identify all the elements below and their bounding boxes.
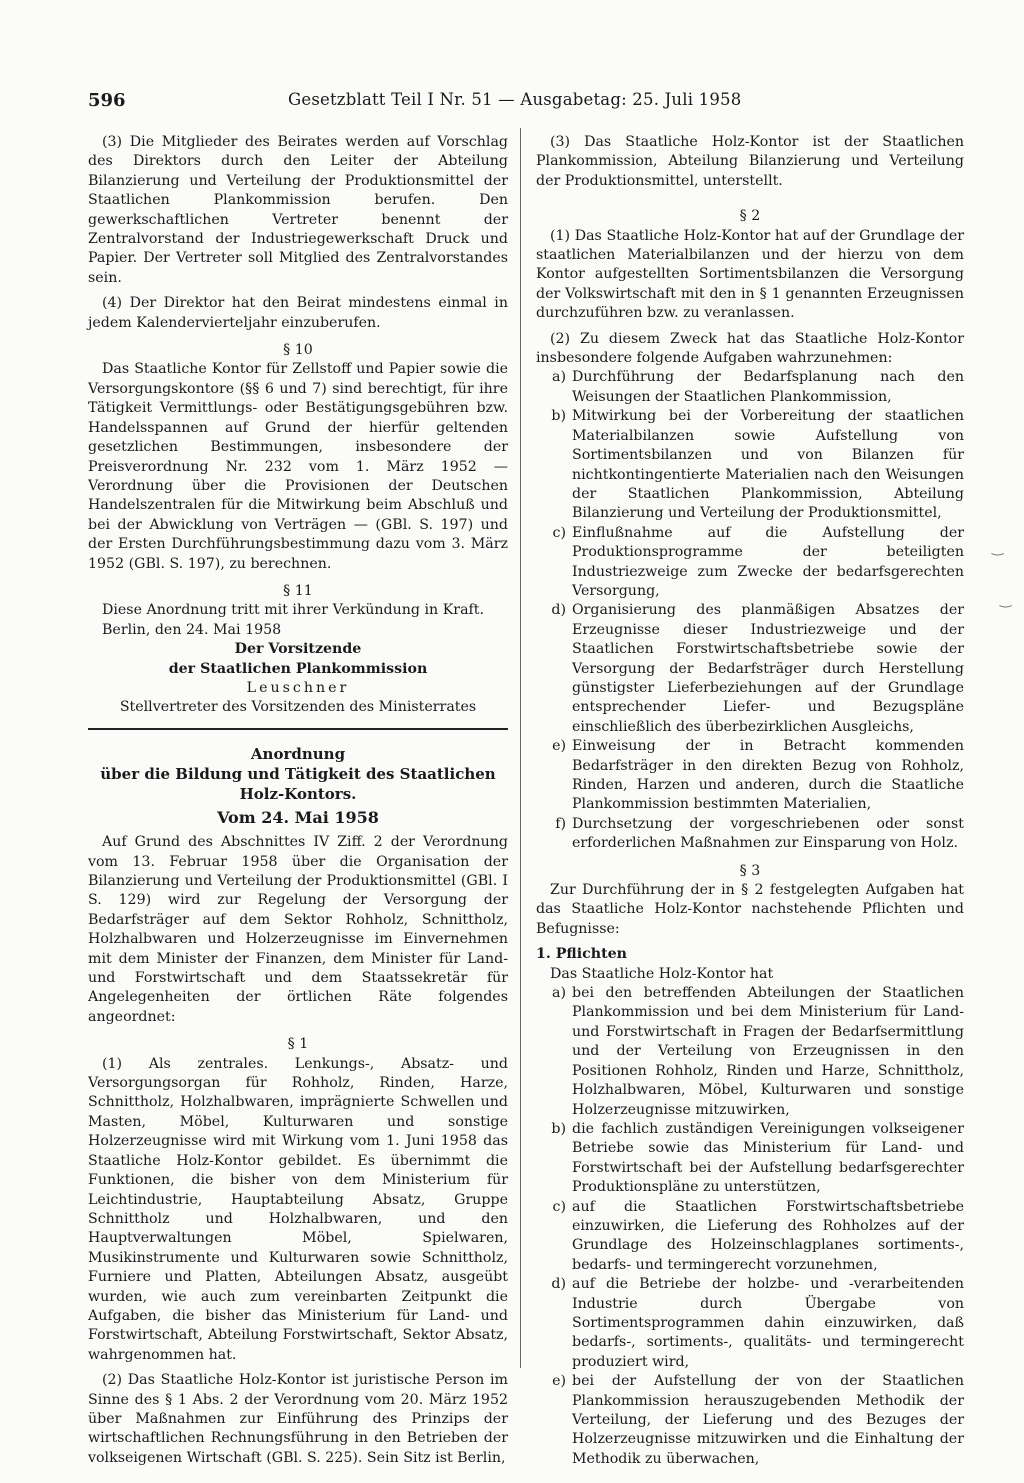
decree-title-line-1: Anordnung	[250, 744, 346, 763]
gazette-header-title: Gesetzblatt Teil I Nr. 51 — Ausgabetag: 25. Juli 1958	[288, 90, 742, 109]
section-3-heading: § 3	[739, 862, 761, 879]
paragraph-9-3: (3) Die Mitglieder des Beirates werden auf Vorschlag des Direktors durch den Leiter der Abteilung Bilanzierung und Verteilung der Produktionsmittel der Staatlichen Plankommission berufen. Den gewerkschaftlichen Vertreter benennt der Zentralvorstand der Industriegewerkschaft Druck und Papier. Der Vertreter soll Mitglied des Zentralvorstandes sein.	[88, 134, 508, 286]
page-header	[88, 90, 778, 114]
list-item: e) bei der Aufstellung der von der Staatlichen Plankommission herauszugebenden Methodik der Verteilung, der Lieferung und des Bezuges der Holzerzeugnisse mitzuwirken und die Einhaltung der Methodik zu überwachen,	[552, 1373, 964, 1467]
list-item: a) bei den betreffenden Abteilungen der Staatlichen Plankommission und bei dem Ministerium für Land- und Forstwirtschaft in Fragen der Bedarfsermittlung und der Verteilung von Erzeugnissen in den Positionen Rohholz, Rinden und Harze, Schnittholz, Holzhalbwaren, Möbel, Kulturwaren und sonstige Holzerzeugnisse mitzuwirken,	[552, 985, 964, 1118]
right-column	[536, 133, 964, 1469]
section-1-paragraph-2: (2) Das Staatliche Holz-Kontor ist juristische Person im Sinne des § 1 Abs. 2 der Verordnung vom 20. März 1952 über Maßnahmen zur Einführung des Prinzips der wirtschaftlichen Rechnungsführung in den Betrieben der volkseigenen Wirtschaft (GBl. S. 225). Sein Sitz ist Berlin,	[88, 1372, 508, 1466]
section-2-item-list	[536, 368, 964, 853]
list-item: e) Einweisung der in Betracht kommenden Bedarfsträger in den direkten Bezug von Rohholz, Rinden, Harzen und anderen, durch die Staatliche Plankommission bestimmten Materialien,	[552, 738, 964, 813]
list-item: b) Mitwirkung bei der Vorbereitung der staatlichen Materialbilanzen sowie Aufstellung von Sortimentsbilanzen und von Bilanzen für nichtkontingentierte Materialien nach den Weisungen der Staatlichen Plankommission, Abteilung Bilanzierung und Verteilung der Produktionsmittel,	[551, 408, 964, 522]
section-11-text: Diese Anordnung tritt mit ihrer Verkündung in Kraft.	[102, 602, 484, 619]
section-3-duties-intro: Das Staatliche Holz-Kontor hat	[550, 965, 774, 982]
list-item: b) die fachlich zuständigen Vereinigungen volkseigener Betriebe sowie das Ministerium für Land- und Forstwirtschaft bei der Aufstellung bedarfsgerechter Produktionspläne zu unterstützen,	[551, 1120, 964, 1196]
list-item: c) auf die Staatlichen Forstwirtschaftsbetriebe einzuwirken, die Lieferung des Rohholzes auf der Grundlage des Holzeinschlagplanes sortiments-, bedarfs- und termingerecht vorzunehmen,	[552, 1198, 964, 1273]
section-3-intro: Zur Durchführung der in § 2 festgelegten Aufgaben hat das Staatliche Holz-Kontor nachstehende Pflichten und Befugnisse:	[536, 882, 964, 937]
decree-title-line-3: Holz-Kontors.	[239, 784, 357, 803]
list-item: f) Durchsetzung der vorgeschriebenen oder sonst erforderlichen Maßnahmen zur Einsparung von Holz.	[555, 815, 964, 852]
list-item: d) Organisierung des planmäßigen Absatzes der Erzeugnisse dieser Industriezweige und der Staatlichen Forstwirtschaftsbetriebe sowie der Versorgung der Bedarfsträger durch Herstellung günstigster Lieferbeziehungen auf der Grundlage entsprechender Liefer- und Bezugspläne einschließlich des überbezirklichen Ausgleichs,	[551, 602, 964, 735]
section-1-paragraph-1: (1) Als zentrales. Lenkungs-, Absatz- und Versorgungsorgan für Rohholz, Rinden, Harze, Schnittholz, Holzhalbwaren, imprägnierte Schwellen und Masten, Möbel, Kulturwaren und sonstige Holzerzeugnisse wird mit Wirkung vom 1. Juni 1958 das Staatliche Holz-Kontor gebildet. Es übernimmt die Funktionen, die bisher von dem Ministerium für Leichtindustrie, Hauptabteilung Absatz, Gruppe Schnittholz und Holzhalbwaren, und den Hauptverwaltungen Möbel, Spielwaren, Musikinstrumente und Kulturwaren sowie Schnittholz, Furniere und Platten, Abteilungen Absatz, ausgeübt wurden, wie auch zum vereinbarten Zeitpunkt die Aufgaben, die bisher das Ministerium für Land- und Forstwirtschaft, Abteilung Forstwirtschaft, Sektor Absatz, wahrgenommen hat.	[88, 1055, 508, 1363]
section-11-heading: § 11	[283, 582, 313, 599]
signature-office-line-1: Der Vorsitzende	[234, 641, 362, 658]
margin-mark: ‿	[992, 540, 1004, 556]
signature-name: Leuschner	[246, 679, 350, 696]
margin-mark: ‿	[1000, 592, 1012, 608]
section-2-paragraph-1: (1) Das Staatliche Holz-Kontor hat auf der Grundlage der staatlichen Materialbilanzen und der hierzu von dem Kontor aufgestellten Sortimentsbilanzen die Versorgung der Volkswirtschaft mit den in § 1 genannten Erzeugnissen durchzuführen bzw. zu veranlassen.	[536, 227, 964, 322]
signature-role: Stellvertreter des Vorsitzenden des Ministerrates	[119, 699, 477, 716]
section-10-heading: § 10	[283, 342, 313, 359]
section-rule	[88, 728, 508, 730]
signature-office-line-2: der Staatlichen Plankommission	[168, 660, 428, 677]
section-10-text: Das Staatliche Kontor für Zellstoff und Papier sowie die Versorgungskontore (§§ 6 und 7) sind berechtigt, für ihre Tätigkeit Vermittlungs- oder Bestätigungsgebühren bzw. Handelsspannen auf Grund der hierfür geltenden gesetzlichen Bestimmungen, insbesondere der Preisverordnung Nr. 232 vom 1. März 1952 — Verordnung über die Provisionen der Deutschen Handelszentralen für die Mitwirkung beim Abschluß und bei der Abwicklung von Verträgen — (GBl. S. 197) und der Ersten Durchführungsbestimmung dazu vom 3. März 1952 (GBl. S. 197), zu berechnen.	[88, 361, 508, 572]
decree-title-line-2: über die Bildung und Tätigkeit des Staatlichen	[100, 764, 496, 783]
section-2-heading: § 2	[739, 208, 761, 225]
page-number: 596	[88, 90, 126, 111]
section-3-subheading-duties: 1. Pflichten	[536, 946, 627, 963]
section-2-paragraph-2: (2) Zu diesem Zweck hat das Staatliche Holz-Kontor insbesondere folgende Aufgaben wahrzunehmen:	[536, 330, 964, 367]
section-3-item-list	[536, 984, 964, 1469]
list-item: c) Einflußnahme auf die Aufstellung der Produktionsprogramme der beteiligten Industriezweige zum Zwecke der bedarfsgerechten Versorgung,	[552, 524, 964, 599]
place-date: Berlin, den 24. Mai 1958	[102, 621, 282, 638]
section-1-heading: § 1	[287, 1036, 309, 1053]
decree-date: Vom 24. Mai 1958	[217, 807, 379, 827]
list-item: d) auf die Betriebe der holzbe- und -verarbeitenden Industrie durch Übergabe von Sortimentsprogrammen dahin einzuwirken, daß bedarfs-, sortiments-, qualitäts- und termingerecht produziert wird,	[551, 1276, 964, 1370]
column-divider	[520, 128, 521, 1368]
decree-preamble: Auf Grund des Abschnittes IV Ziff. 2 der Verordnung vom 13. Februar 1958 über die Organisation der Bilanzierung und Verteilung der Produktionsmittel (GBl. I S. 129) wird zur Regelung der Versorgung der Bedarfsträger auf dem Sektor Rohholz, Schnittholz, Holzhalbwaren und Holzerzeugnisse im Einvernehmen mit dem Minister der Finanzen, dem Minister für Land- und Forstwirtschaft und dem Staatssekretär für Angelegenheiten der örtlichen Räte folgendes angeordnet:	[88, 834, 508, 1025]
section-1-paragraph-3: (3) Das Staatliche Holz-Kontor ist der Staatlichen Plankommission, Abteilung Bilanzierung und Verteilung der Produktionsmittel, unterstellt.	[536, 134, 964, 189]
left-column	[88, 133, 508, 1468]
list-item: a) Durchführung der Bedarfsplanung nach den Weisungen der Staatlichen Plankommission,	[552, 369, 964, 405]
paragraph-9-4: (4) Der Direktor hat den Beirat mindestens einmal in jedem Kalendervierteljahr einzuberufen.	[88, 295, 508, 331]
